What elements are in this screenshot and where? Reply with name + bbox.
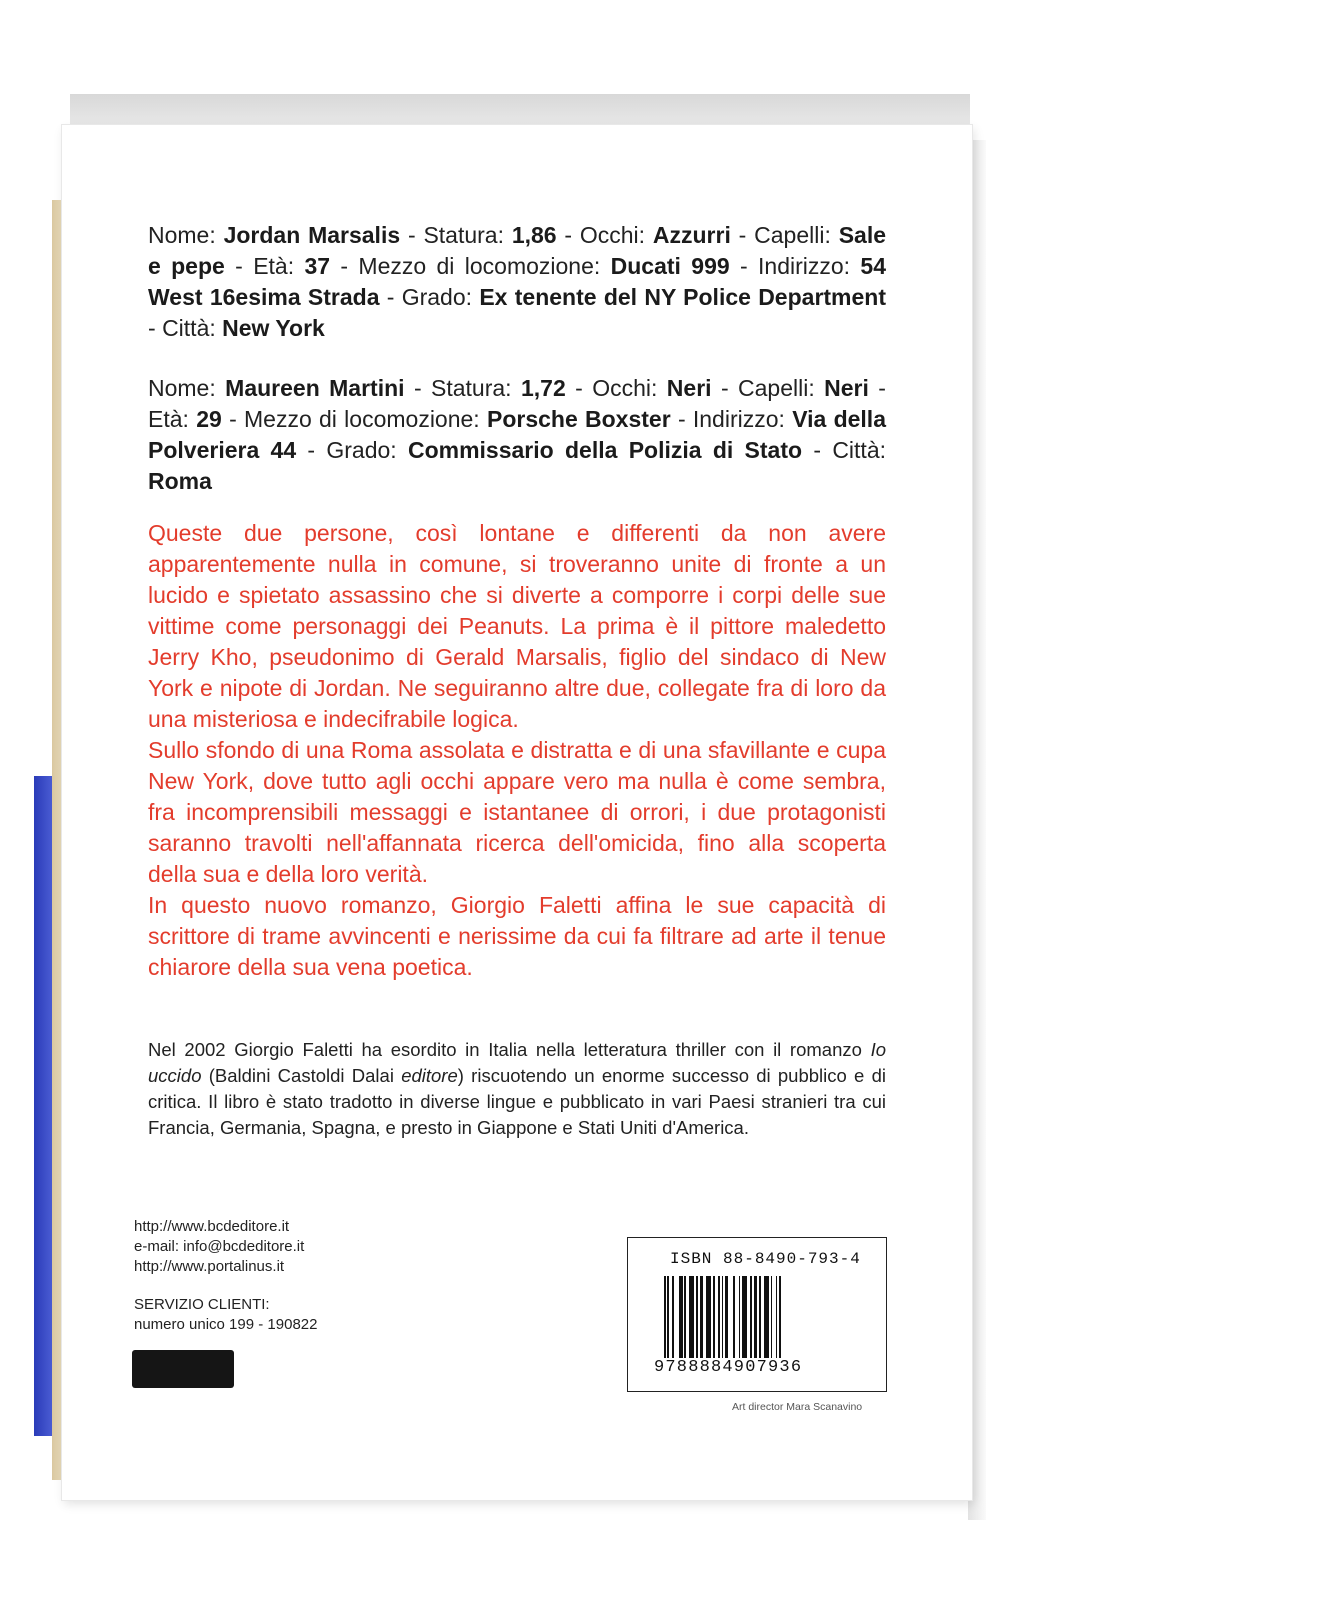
bio-text-end: ) riscuotendo un enorme successo di pubblico e di critica. Il libro è stato tradotto in diverse lingue e pubblicato in vari Paesi stranieri tra cui Francia, Germania, Spagna, e presto in Giappone e Stati Uniti d'America. [148,1065,886,1138]
label-height: Statura: [431,375,512,401]
synopsis-paragraph: Queste due persone, così lontane e differenti da non avere apparentemente nulla in comune, si troveranno unite di fronte a un lucido e spietato assassino che si diverte a comporre i corpi delle sue vittime come personaggi dei Peanuts. La prima è il pittore maledetto Jerry Kho, pseudonimo di Gerald Marsalis, figlio del sindaco di New York e nipote di Jordan. Ne seguiranno altre due, collegate fra di loro da una misteriosa e indecifrabile logica. [148,520,886,732]
isbn-number: ISBN 88-8490-793-4 [670,1250,861,1268]
redacted-price-sticker [132,1350,234,1388]
customer-service-label: SERVIZIO CLIENTI: [134,1296,270,1313]
label-age: Età: [253,253,295,279]
book-spine-blue [34,776,54,1436]
character-age: 37 [304,253,331,279]
barcode-bar [779,1276,781,1368]
label-eyes: Occhi: [592,375,658,401]
profile-maureen: Nome: Maureen Martini - Statura: 1,72 - Occhi: Neri - Capelli: Neri - Età: 29 - Mezzo di locomozione: Porsche Boxster - Indirizzo: Via della Polveriera 44 - Grado: Commissario della Polizia di Stato - Città: Roma [148,375,886,494]
label-rank: Grado: [326,437,397,463]
character-height: 1,72 [520,375,566,401]
character-hair: Sale e pepe [148,222,887,279]
synopsis-paragraph: Sullo sfondo di una Roma assolata e distratta e di una sfavillante e cupa New York, dove tutto agli occhi appare vero ma nulla è come sembra, fra incomprensibili messaggi e istantanee di orrori, i due protagonisti saranno travolti nell'affannata ricerca dell'omicida, fino alla scoperta della sua e della loro verità. [148,737,886,887]
synopsis-paragraph: In questo nuovo romanzo, Giorgio Faletti affina le sue capacità di scrittore di trame avvincenti e nerissime da cui fa filtrare ad arte il tenue chiarore della sua vena poetica. [148,892,886,980]
label-address: Indirizzo: [692,406,785,432]
character-name: Jordan Marsalis [223,222,401,248]
character-age: 29 [196,406,222,432]
customer-service-number: numero unico 199 - 190822 [134,1316,318,1333]
label-hair: Capelli: [738,375,815,401]
character-eyes: Neri [666,375,712,401]
label-eyes: Occhi: [579,222,646,248]
email-link[interactable]: e-mail: info@bcdeditore.it [134,1238,305,1255]
label-address: Indirizzo: [758,253,851,279]
art-director-credit: Art director Mara Scanavino [732,1401,863,1413]
author-bio [148,1037,886,1141]
bio-publisher: (Baldini Castoldi Dalai [201,1065,402,1086]
character-vehicle: Ducati 999 [610,253,730,279]
bio-editore: editore [401,1065,458,1086]
character-name: Maureen Martini [225,375,405,401]
label-vehicle: Mezzo di locomozione: [358,253,601,279]
character-city: Roma [148,468,212,494]
portal-link[interactable]: http://www.portalinus.it [134,1258,285,1275]
isbn-barcode [627,1237,887,1392]
character-city: New York [222,315,325,341]
book-title: Io uccido [148,1039,886,1086]
label-rank: Grado: [401,284,473,310]
character-height: 1,86 [511,222,557,248]
back-cover [62,125,972,1500]
label-name: Nome: [148,375,216,401]
label-vehicle: Mezzo di locomozione: [244,406,480,432]
label-name: Nome: [148,222,216,248]
synopsis [148,518,886,983]
character-address: 54 West 16esima Strada [148,253,887,310]
label-city: Città: [832,437,886,463]
profile-jordan: Nome: Jordan Marsalis - Statura: 1,86 - Occhi: Azzurri - Capelli: Sale e pepe - Età: 37 - Mezzo di locomozione: Ducati 999 - Indirizzo: 54 West 16esima Strada - Grado: Ex tenente del NY Police Department - Città: New York [148,222,887,341]
character-eyes: Azzurri [652,222,731,248]
publisher-contacts [134,1217,317,1335]
character-address: Via della Polveriera 44 [148,406,886,463]
character-hair: Neri [824,375,869,401]
barcode-bars [664,1276,860,1368]
website-link[interactable]: http://www.bcdeditore.it [134,1218,290,1235]
label-city: Città: [162,315,216,341]
label-hair: Capelli: [754,222,831,248]
label-height: Statura: [423,222,504,248]
character-rank: Commissario della Polizia di Stato [407,437,803,463]
label-age: Età: [148,406,189,432]
character-rank: Ex tenente del NY Police Department [479,284,887,310]
ean-digits: 9788884907936 [654,1358,803,1377]
character-vehicle: Porsche Boxster [486,406,671,432]
bio-text: Nel 2002 Giorgio Faletti ha esordito in Italia nella letteratura thriller con il romanzo [148,1039,871,1060]
